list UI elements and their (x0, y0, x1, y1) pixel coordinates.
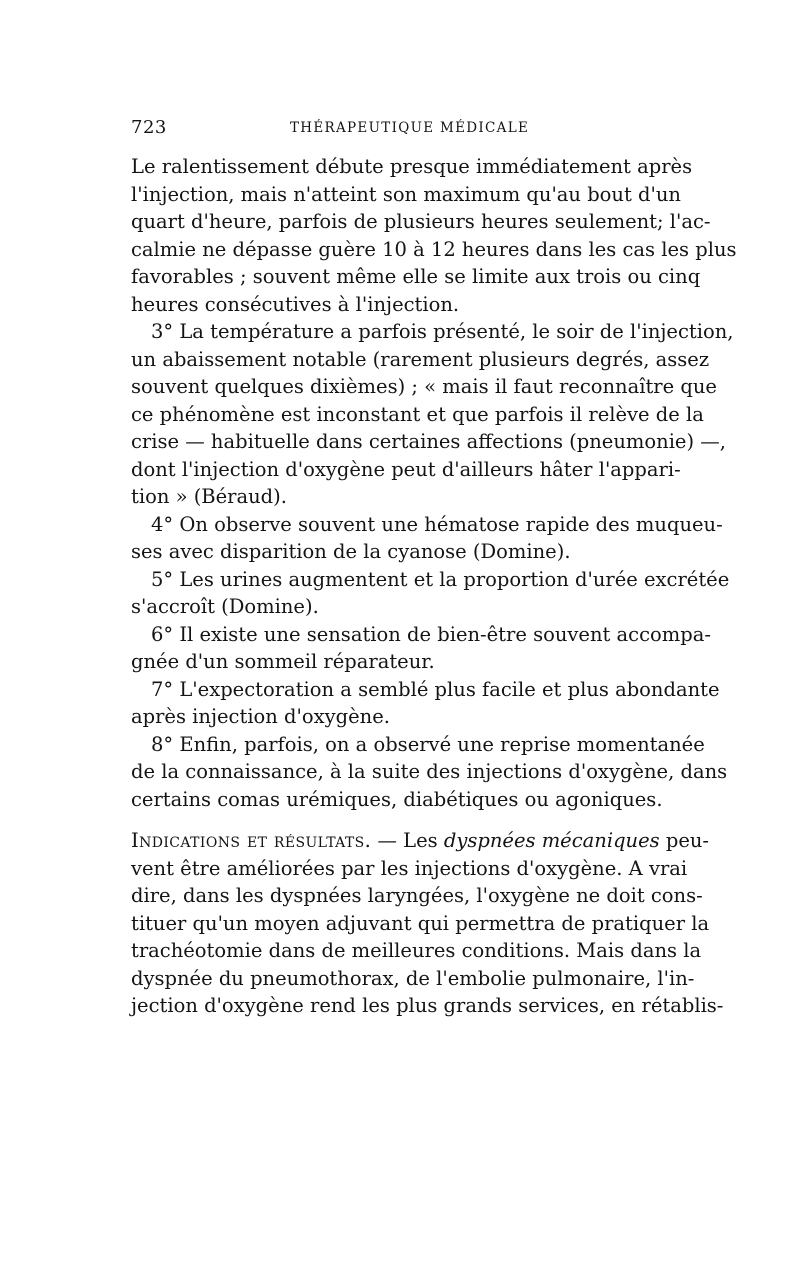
text-line: souvent quelques dixièmes) ; « mais il faut reconnaître que (131, 375, 717, 398)
paragraph-4 (131, 566, 730, 621)
text-line: après injection d'oxygène. (131, 705, 390, 728)
page-header (131, 117, 671, 141)
text-fragment: peu- (659, 829, 710, 852)
text-line: dire, dans les dyspnées laryngées, l'oxygène ne doit cons- (131, 884, 703, 907)
text-line: calmie ne dépasse guère 10 à 12 heures dans les cas les plus (131, 237, 737, 261)
section-gap (131, 813, 672, 827)
body-text (131, 153, 737, 1020)
text-line: heures consécutives à l'injection. (131, 292, 460, 316)
paragraph-indications (131, 827, 724, 1020)
text-line: 8° Enfin, parfois, on a observé une reprise momentanée (151, 732, 705, 756)
page-number: 723 (131, 117, 167, 138)
text-line: s'accroît (Domine). (131, 595, 319, 618)
text-line: trachéotomie dans de meilleures conditions. Mais dans la (131, 939, 702, 962)
text-line: ses avec disparition de la cyanose (Domine). (131, 540, 571, 563)
text-line: 3° La température a parfois présenté, le soir de l'injection, (151, 320, 734, 343)
text-line: 7° L'expectoration a semblé plus facile et plus abondante (151, 677, 720, 701)
paragraph-2 (131, 318, 734, 511)
text-line: de la connaissance, à la suite des injections d'oxygène, dans (131, 760, 728, 783)
text-line: jection d'oxygène rend les plus grands services, en rétablis- (131, 994, 724, 1017)
text-line: crise — habituelle dans certaines affections (pneumonie) —, (131, 430, 726, 453)
text-line: quart d'heure, parfois de plusieurs heures seulement; l'ac- (131, 210, 711, 233)
text-line: dont l'injection d'oxygène peut d'ailleurs hâter l'appari- (131, 457, 681, 481)
text-line: vent être améliorées par les injections d'oxygène. A vrai (131, 856, 688, 880)
text-line: 5° Les urines augmentent et la proportion d'urée excrétée (151, 567, 730, 591)
text-line (131, 827, 710, 855)
text-line: un abaissement notable (rarement plusieurs degrés, assez (131, 347, 710, 371)
italic-term: dyspnées mécaniques (443, 829, 660, 852)
text-line: dyspnée du pneumothorax, de l'embolie pulmonaire, l'in- (131, 966, 695, 990)
text-fragment: — Les (371, 829, 444, 852)
text-line: certains comas urémiques, diabétiques ou agoniques. (131, 787, 663, 811)
paragraph-5 (131, 621, 711, 676)
text-line: gnée d'un sommeil réparateur. (131, 650, 435, 673)
running-title: THÉRAPEUTIQUE MÉDICALE (290, 120, 530, 136)
text-line: tituer qu'un moyen adjuvant qui permettra de pratiquer la (131, 911, 710, 935)
text-line: favorables ; souvent même elle se limite aux trois ou cinq (131, 265, 701, 288)
text-line: 4° On observe souvent une hématose rapide des muqueu- (151, 512, 723, 536)
paragraph-3 (131, 511, 723, 566)
text-line: ce phénomène est inconstant et que parfois il relève de la (131, 402, 704, 426)
text-line: l'injection, mais n'atteint son maximum qu'au bout d'un (131, 182, 681, 206)
paragraph-7 (131, 731, 728, 814)
paragraph-1 (131, 153, 737, 318)
text-line: tion » (Béraud). (131, 485, 287, 508)
paragraph-6 (131, 676, 720, 731)
section-heading: Indications et résultats. (131, 829, 372, 852)
text-line: Le ralentissement débute presque immédiatement après (131, 155, 693, 178)
text-line: 6° Il existe une sensation de bien-être souvent accompa- (151, 622, 711, 646)
